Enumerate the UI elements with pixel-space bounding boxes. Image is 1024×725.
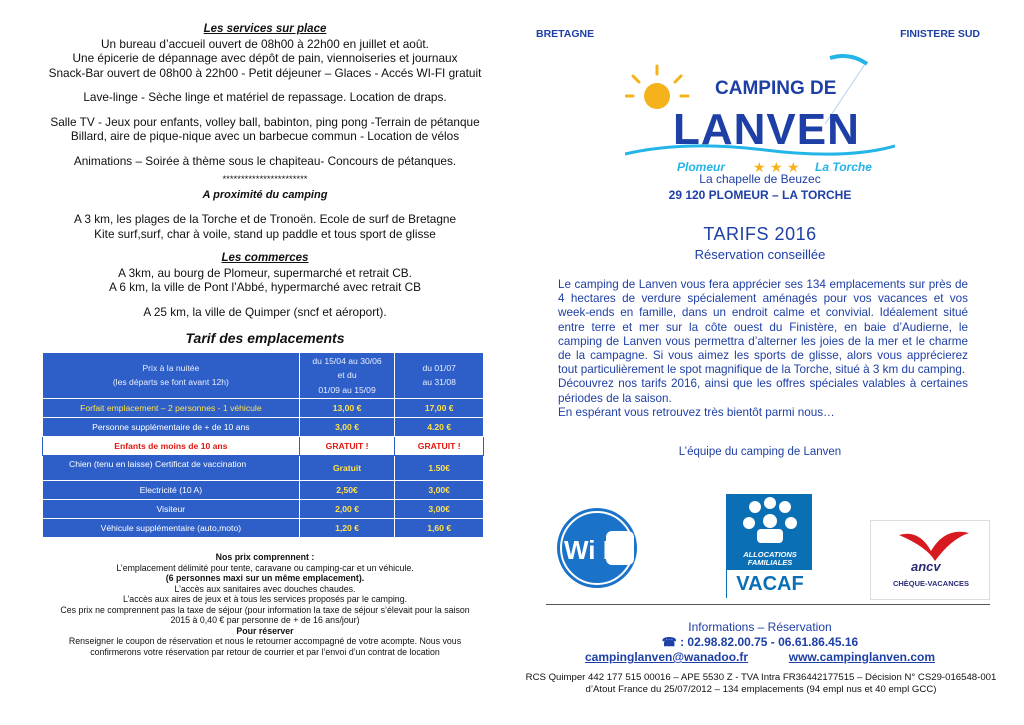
commerces-line: A 6 km, la ville de Pont l’Abbé, hypermarché avec retrait CB	[108, 280, 422, 294]
wifi-logo	[548, 496, 646, 594]
team-signature: L’équipe du camping de Lanven	[678, 446, 842, 458]
email-link[interactable]: campinglanven@wanadoo.fr	[584, 650, 749, 664]
table-row: Forfait emplacement – 2 personnes - 1 véhicule 13,00 € 17,00 €	[43, 399, 484, 418]
website-link[interactable]: www.campinglanven.com	[788, 650, 935, 664]
phone-numbers: ☎ : 02.98.82.00.75 - 06.61.86.45.16	[661, 635, 859, 649]
info-title: Informations – Réservation	[688, 620, 832, 634]
sun-icon	[626, 66, 688, 109]
quimper-text: A 25 km, la ville de Quimper (sncf et aéroport).	[143, 304, 387, 319]
commerces-title: Les commerces	[221, 252, 309, 264]
table-row: Personne supplémentaire de + de 10 ans 3,00 € 4.20 €	[43, 418, 484, 437]
right-column	[525, 22, 997, 722]
proximity-line: A 3 km, les plages de la Torche et de Tronoën. Ecole de surf de Bretagne	[73, 212, 457, 226]
logo-la-torche: La Torche	[815, 160, 872, 174]
tarif-title: Tarif des emplacements	[185, 330, 345, 346]
header-price-cell: Prix à la nuitée (les départs se font avant 12h)	[43, 352, 300, 399]
tarifs-heading: TARIFS 2016 Réservation conseillée	[694, 224, 826, 262]
proximity-title: A proximité du camping	[202, 188, 328, 201]
logo-text-lanven: LANVEN	[673, 105, 860, 154]
logo-stars: ★ ★ ★	[753, 160, 800, 176]
logo-text-camping: CAMPING DE	[715, 78, 837, 99]
commerces-line: A 3km, au bourg de Plomeur, supermarché et retrait CB.	[118, 265, 412, 280]
separator-stars: ***********************	[222, 174, 308, 185]
kite-icon	[830, 56, 867, 64]
animations-text: Animations – Soirée à thème sous le chapiteau- Concours de pétanques.	[73, 153, 457, 168]
wifi-text: Wi Fi	[564, 535, 626, 565]
table-row: Véhicule supplémentaire (auto,moto) 1,20 € 1,60 €	[43, 519, 484, 538]
price-notes: Nos prix comprennent : L’emplacement délimité pour tente, caravane ou camping-car et un véhicule. (6 personnes maxi sur un même emplacement). L’accès aux sanitaires avec douches chaudes. L’accès aux aires de jeux et à tous les services proposés par le camping. Ces prix ne comprennent pas la taxe de séjour (pour information la taxe de séjour s’élevait pour la saison 2015 à 0,40 € par personne de + de 16 ans/jour) Pour réserver Renseigner le coupon de réservation et nous le retourner accompagné de votre acompte. Nous vous confirmerons votre réservation par retour de courrier et par l’envoi d’un contrat de location	[60, 552, 470, 657]
ancv-logo: ancv CHÈQUE-VACANCES	[870, 520, 990, 600]
header-high-season-cell: du 01/07 au 31/08	[395, 352, 484, 399]
tarif-table	[42, 352, 484, 539]
region-bretagne: BRETAGNE	[536, 28, 595, 40]
laundry-text: Lave-linge - Sèche linge et matériel de repassage. Location de draps.	[83, 90, 447, 104]
left-column	[30, 22, 500, 657]
services-title: Les services sur place	[203, 23, 327, 35]
table-row: Enfants de moins de 10 ans GRATUIT ! GRATUIT !	[43, 437, 484, 456]
contact-info	[530, 620, 990, 665]
table-row: Chien (tenu en laisse) Certificat de vaccination Gratuit 1.50€	[43, 456, 484, 481]
address: La chapelle de Beuzec 29 120 PLOMEUR – LA TORCHE	[668, 172, 852, 202]
family-icon	[727, 495, 813, 553]
table-header-row	[43, 352, 484, 399]
region-finistere: FINISTERE SUD	[900, 28, 980, 40]
leisure-line: Billard, aire de pique-nique avec un barbecue commun - Location de vélos	[70, 129, 460, 143]
header-low-season-cell: du 15/04 au 30/06 et du 01/09 au 15/09	[299, 352, 395, 399]
caf-vacaf-logo: ALLOCATIONS FAMILIALES VACAF	[726, 494, 812, 598]
services-line: Snack-Bar ouvert de 08h00 à 22h00 - Petit déjeuner – Glaces - Accés WI-FI gratuit	[48, 65, 482, 80]
leisure-line: Salle TV - Jeux pour enfants, volley ball, babinton, ping pong -Terrain de pétanque	[50, 114, 480, 129]
services-line: Un bureau d’accueil ouvert de 08h00 à 22h00 en juillet et août.	[101, 36, 429, 51]
vacaf-text: VACAF	[736, 572, 804, 595]
camping-lanven-logo	[625, 54, 895, 179]
proximity-line: Kite surf,surf, char à voile, stand up paddle et tous sport de glisse	[94, 226, 436, 241]
wifi-icon	[548, 496, 646, 594]
legal-info: RCS Quimper 442 177 515 00016 – APE 5530 Z - TVA Intra FR36442177515 – Décision N° CS29-016548-001 d’Atout France du 25/07/2012 – 134 emplacements (94 empl nus et 40 empl GCC)	[525, 672, 997, 695]
services-line: Une épicerie de dépannage avec dépôt de pain, viennoiseries et journaux	[72, 51, 458, 65]
divider	[546, 604, 990, 605]
table-row: Visiteur 2,00 € 3,00€	[43, 500, 484, 519]
camping-description: Le camping de Lanven vous fera apprécier ses 134 emplacements sur près de 4 hectares de verdure spécialement aménagés pour vos vacances et vos week-ends en famille, dans un endroit calme et convivial. Idéalement situé entre terre et mer sur la côte ouest du Finistère, en baie d’Audierne, le camping de Lanven vous permettra d’alterner les joies de la mer et le charme de la campagne. Si vous aimez les sports de glisse, alors vous apprécierez tout particulièrement le spot magnifique de la Torche, situé à 3 km du camping. Découvrez nos tarifs 2016, ainsi que les offres spéciales valables à certaines périodes de la saison. En espérant vous retrouvez très bientôt parmi nous…	[558, 278, 968, 419]
table-row: Electricité (10 A) 2,50€ 3,00€	[43, 481, 484, 500]
logo-plomeur: Plomeur	[677, 160, 726, 174]
